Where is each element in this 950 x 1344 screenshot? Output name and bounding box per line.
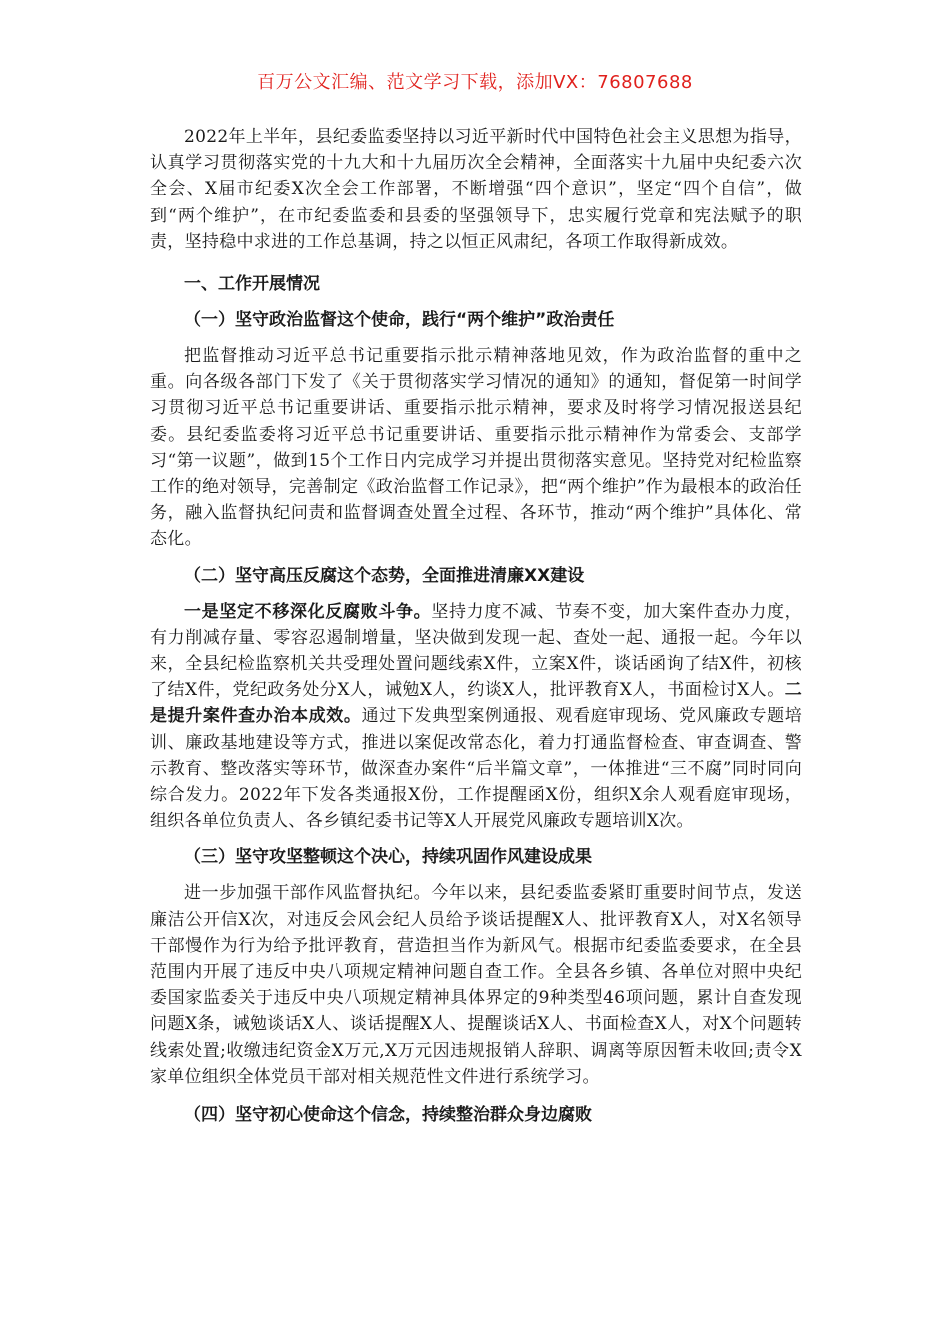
subsection-heading-3: （三）坚守攻坚整顿这个决心，持续巩固作风建设成果: [184, 847, 592, 868]
point-1-text: 坚持力度不减、节奏不变，加大案件查办力度，有力削减存量、零容忍遏制增量，坚决做到发现一起、查处一起、通报一起。今年以来，全县纪检监察机关共受理处置问题线索X件，立案X件，谈话函询了结X件，初核了结X件，党纪政务处分X人，诫勉X人，约谈X人，批评教育X人，书面检讨X人。: [150, 601, 802, 701]
intro-paragraph: 2022年上半年，县纪委监委坚持以习近平新时代中国特色社会主义思想为指导，认真学习贯彻落实党的十九大和十九届历次全会精神，全面落实十九届中央纪委六次全会、X届市纪委X次全会工作部署，不断增强“四个意识”，坚定“四个自信”，做到“两个维护”，在市纪委监委和县委的坚强领导下，忠实履行党章和宪法赋予的职责，坚持稳中求进的工作总基调，持之以恒正风肃纪，各项工作取得新成效。: [150, 127, 802, 252]
watermark-banner: 百万公文汇编、范文学习下载，添加VX：76807688: [257, 72, 693, 93]
subsection-heading-1: （一）坚守政治监督这个使命，践行“两个维护”政治责任: [184, 310, 615, 331]
subsection-body-1: 把监督推动习近平总书记重要指示批示精神落地见效，作为政治监督的重中之重。向各级各部门下发了《关于贯彻落实学习情况的通知》的通知，督促第一时间学习贯彻习近平总书记重要讲话、重要指示批示精神，要求及时将学习情况报送县纪委。县纪委监委将习近平总书记重要讲话、重要指示批示精神作为常委会、支部学习“第一议题”，做到15个工作日内完成学习并提出贯彻落实意见。坚持党对纪检监察工作的绝对领导，完善制定《政治监督工作记录》，把“两个维护”作为最根本的政治任务，融入监督执纪问责和监督调查处置全过程、各环节，推动“两个维护”具体化、常态化。: [150, 346, 802, 550]
subsection-body-2: [150, 599, 802, 835]
section-heading: 一、工作开展情况: [184, 274, 320, 295]
subsection-body-3: 进一步加强干部作风监督执纪。今年以来，县纪委监委紧盯重要时间节点，发送廉洁公开信X次，对违反会风会纪人员给予谈话提醒X人、批评教育X人，对X名领导干部慢作为行为给予批评教育，营造担当作为新风气。根据市纪委监委要求，在全县范围内开展了违反中央八项规定精神问题自查工作。全县各乡镇、各单位对照中央纪委国家监委关于违反中央八项规定精神具体界定的9种类型46项问题，累计自查发现问题X条，诫勉谈话X人、谈话提醒X人、提醒谈话X人、书面检查X人，对X个问题转线索处置;收缴违纪资金X万元,X万元因违规报销人辞职、调离等原因暂未收回;责令X家单位组织全体党员干部对相关规范性文件进行系统学习。: [150, 883, 802, 1087]
lead-point-1: 一是坚定不移深化反腐败斗争。: [184, 601, 432, 622]
subsection-heading-4: （四）坚守初心使命这个信念，持续整治群众身边腐败: [184, 1105, 592, 1126]
point-2-text: 通过下发典型案例通报、观看庭审现场、党风廉政专题培训、廉政基地建设等方式，推进以案促改常态化，着力打通监督检查、审查调查、警示教育、整改落实等环节，做深查办案件“后半篇文章”，一体推进“三不腐”同时同向综合发力。2022年下发各类通报X份，工作提醒函X份，组织X余人观看庭审现场，组织各单位负责人、各乡镇纪委书记等X人开展党风廉政专题培训X次。: [150, 706, 803, 832]
subsection-heading-2: （二）坚守高压反腐这个态势，全面推进清廉XX建设: [184, 565, 585, 586]
document-body: [150, 124, 802, 1128]
lead-point-2: 二是提升案件查办治本成效。: [150, 680, 802, 727]
